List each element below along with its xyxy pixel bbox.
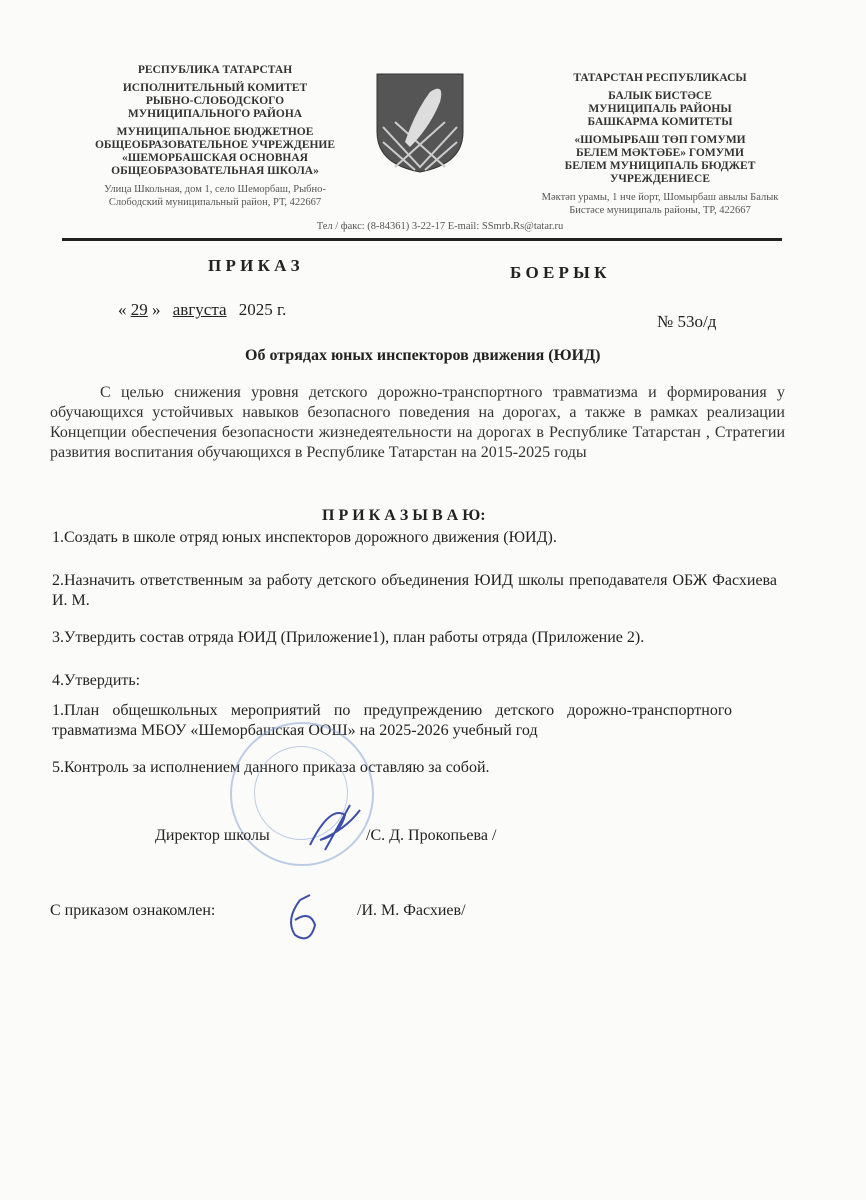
header-left-line: ИСПОЛНИТЕЛЬНЫЙ КОМИТЕТ РЫБНО-СЛОБОДСКОГО МУНИЦИПАЛЬНОГО РАЙОНА xyxy=(122,82,308,120)
order-heading: П Р И К А З Ы В А Ю: xyxy=(322,507,486,524)
header-right-line: ТАТАРСТАН РЕСПУБЛИКАСЫ xyxy=(573,72,747,84)
header-left xyxy=(80,64,350,209)
header-right xyxy=(530,72,790,217)
header-contacts: Тел / факс: (8-84361) 3-22-17 E-mail: SSmrb.Rs@tatar.ru xyxy=(316,221,564,232)
order-item: 4.Утвердить: xyxy=(52,672,141,689)
doc-type-tt: Б О Е Р Ы К xyxy=(510,263,607,282)
order-item: 3.Утвердить состав отряда ЮИД (Приложение1), план работы отряда (Приложение 2). xyxy=(52,629,645,646)
order-item: 1.План общешкольных мероприятий по предупреждению детского дорожно-транспортного травматизма МБОУ «Шеморбашская ООШ» на 2025-2026 учебный год xyxy=(52,702,732,739)
header-divider xyxy=(62,238,782,241)
header-right-line: БАЛЫК БИСТӘСЕ МУНИЦИПАЛЬ РАЙОНЫ БАШКАРМА КОМИТЕТЫ xyxy=(587,90,733,128)
order-item: 5.Контроль за исполнением данного приказа оставляю за собой. xyxy=(52,759,490,776)
header-left-line: РЕСПУБЛИКА ТАТАРСТАН xyxy=(137,64,293,76)
date-day: 29 xyxy=(130,300,148,319)
doc-preamble: С целью снижения уровня детского дорожно-транспортного травматизма и формирования у обучающихся устойчивых навыков безопасного поведения на дорогах, а также в рамках реализации Концепции обеспечения безопасности жизнедеятельности на дорогах в Республике Татарстан , Стратегии развития воспитания обучающихся в Республике Татарстан на 2015-2025 годы xyxy=(50,384,785,461)
director-signature xyxy=(300,800,370,865)
header-right-address: Мәктәп урамы, 1 нче йорт, Шомырбаш авылы Балык Бистәсе муниципаль районы, ТР, 422667 xyxy=(541,192,779,216)
date-year: 2025 г. xyxy=(238,300,287,319)
director-label: Директор школы xyxy=(155,827,270,844)
header-left-address: Улица Школьная, дом 1, село Шеморбаш, Рыбно-Слободский муниципальный район, РТ, 422667 xyxy=(104,184,326,208)
acknowledged-label: С приказом ознакомлен: xyxy=(50,902,216,919)
acknowledged-name: /И. М. Фасхиев/ xyxy=(357,902,466,919)
order-item: 1.Создать в школе отряд юных инспекторов дорожного движения (ЮИД). xyxy=(52,529,557,546)
date-month: августа xyxy=(172,300,227,319)
coat-of-arms-emblem xyxy=(375,72,465,174)
director-name: /С. Д. Прокопьева / xyxy=(366,827,497,844)
doc-type-ru: П Р И К А З xyxy=(208,256,300,275)
header-right-line: «ШОМЫРБАШ ТӨП ГОМУМИ БЕЛЕМ МӘКТӘБЕ» ГОМУМИ БЕЛЕМ МУНИЦИПАЛЬ БЮДЖЕТ УЧРЕЖДЕНИЕСЕ xyxy=(564,134,756,185)
header-left-line: МУНИЦИПАЛЬНОЕ БЮДЖЕТНОЕ ОБЩЕОБРАЗОВАТЕЛЬНОЕ УЧРЕЖДЕНИЕ «ШЕМОРБАШСКАЯ ОСНОВНАЯ ОБЩЕОБРАЗОВАТЕЛЬНАЯ ШКОЛА» xyxy=(94,126,336,177)
date-mid: » xyxy=(152,300,161,319)
doc-title: Об отрядах юных инспекторов движения (ЮИД) xyxy=(245,347,601,364)
doc-number: № 53о/д xyxy=(657,312,717,331)
doc-date xyxy=(118,300,286,320)
order-item: 2.Назначить ответственным за работу детского объединения ЮИД школы преподавателя ОБЖ Фасхиева И. М. xyxy=(52,572,777,609)
acknowledged-signature xyxy=(280,890,330,955)
date-prefix: « xyxy=(118,300,127,319)
